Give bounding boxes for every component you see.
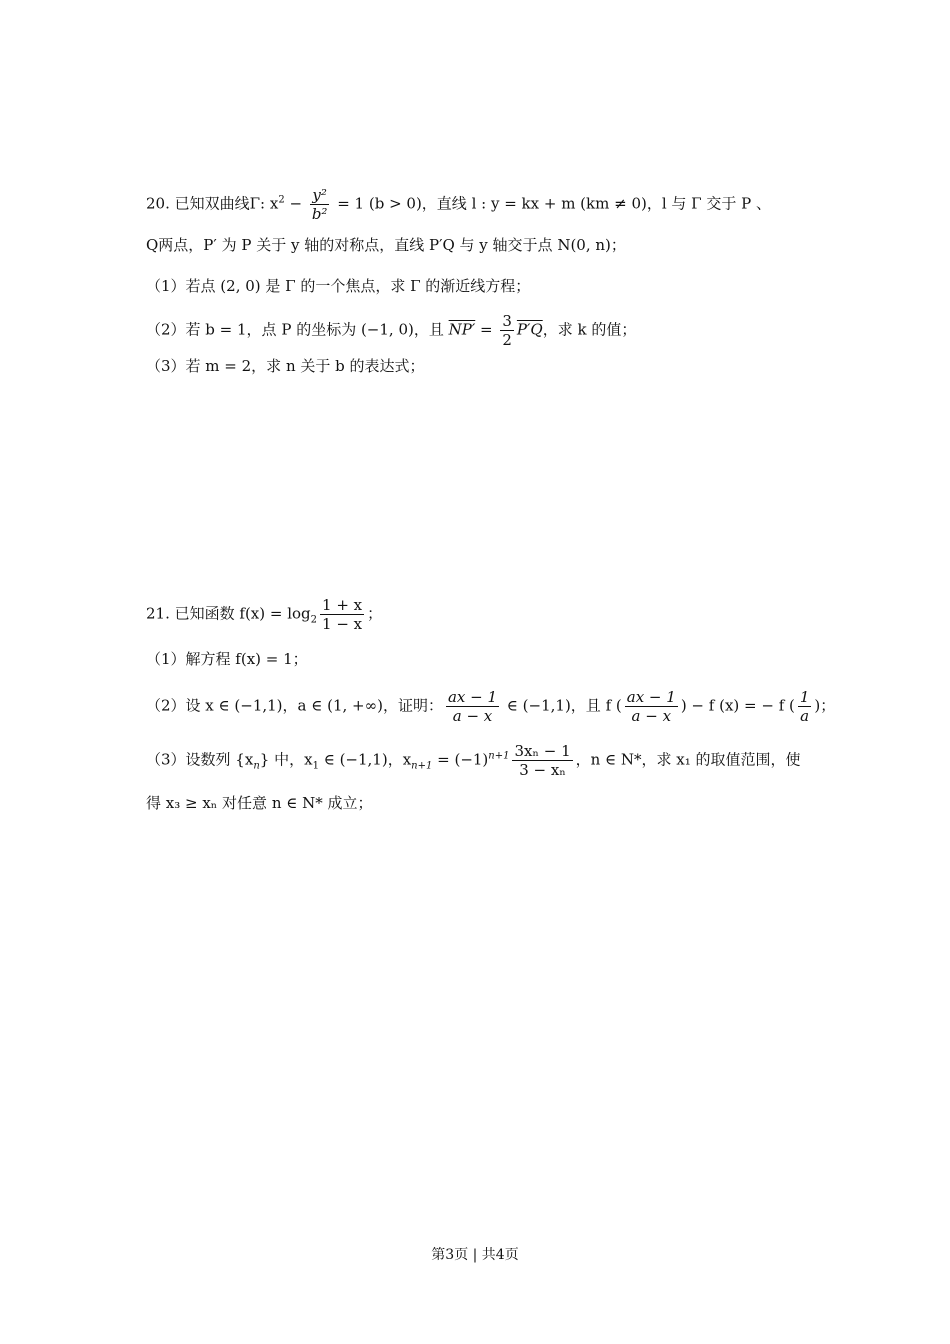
q21-part2-frac1-num: ax − 1	[447, 688, 498, 706]
q20-stem-part-a: 20. 已知双曲线Γ: x	[146, 194, 279, 213]
q21-sub-n-plus-1: n+1	[411, 760, 433, 772]
q20-part2-fraction	[500, 312, 514, 349]
q20-stem-line1	[146, 186, 830, 223]
q21-part3-e: ，n ∈ N*，求 x₁ 的取值范围，使	[575, 750, 801, 769]
q21-exp-n-plus-1: n+1	[488, 750, 510, 762]
q21-part3-frac-den: 3 − xₙ	[519, 761, 566, 779]
q21-part2-b: ∈ (−1,1)，且 f (	[502, 696, 622, 715]
q21-part2-fraction2	[625, 688, 678, 725]
q20-exp-2: 2	[278, 194, 285, 206]
q21-part2-frac1-den: a − x	[452, 707, 493, 725]
q21-log-base: 2	[310, 614, 318, 626]
q20-vector-pq: P′Q	[516, 320, 543, 339]
q21-fraction	[320, 596, 364, 633]
q20-vector-np: NP′	[448, 320, 476, 339]
q21-part2-frac3-den: a	[800, 707, 810, 725]
q20-part2-frac-den: 2	[502, 331, 512, 349]
q21-part2-fraction3	[798, 688, 812, 725]
q20-stem-part-b: −	[284, 194, 307, 213]
q21-part3-b: } 中，x	[259, 750, 313, 769]
q20-fraction	[310, 186, 330, 223]
q21-part2-a: （2）设 x ∈ (−1,1)，a ∈ (1, +∞)，证明：	[146, 696, 443, 715]
q21-sub-1: 1	[312, 760, 319, 772]
q21-sub-n1: n	[253, 760, 260, 772]
q21-part2-frac2-num: ax − 1	[626, 688, 676, 706]
q20-stem-part-c: = 1 (b > 0)，直线 l : y = kx + m (km ≠ 0)，l 与 Γ 交于 P 、	[332, 194, 771, 213]
q21-part3-frac-num: 3xₙ − 1	[514, 742, 571, 760]
q20-part3: （3）若 m = 2，求 n 关于 b 的表达式；	[146, 357, 425, 375]
q21-part2-c: ) − f (x) = − f (	[680, 696, 795, 715]
q21-stem-b: ；	[367, 604, 383, 623]
q21-part3-line2: 得 x₃ ≥ xₙ 对任意 n ∈ N* 成立；	[146, 794, 373, 812]
page-footer: 第3页 | 共4页	[431, 1247, 519, 1263]
q21-frac-den: 1 − x	[322, 615, 363, 633]
q21-part2-d: )；	[814, 696, 836, 715]
q21-stem	[146, 596, 830, 633]
q21-frac-num: 1 + x	[322, 596, 363, 614]
q20-part1: （1）若点 (2, 0) 是 Γ 的一个焦点，求 Γ 的渐近线方程；	[146, 277, 531, 295]
q21-part2-frac3-num: 1	[799, 688, 810, 706]
q21-part2	[146, 688, 836, 725]
q20-part2-frac-num: 3	[502, 312, 512, 330]
q21-part3	[146, 742, 830, 779]
q21-part3-d: = (−1)	[432, 750, 489, 769]
q21-part2-fraction1	[446, 688, 499, 725]
q20-frac-den: b²	[311, 205, 328, 223]
q20-part2-b: ，求 k 的值；	[542, 320, 637, 339]
q20-part2-a: （2）若 b = 1，点 P 的坐标为 (−1, 0)，且	[146, 320, 449, 339]
q21-part1: （1）解方程 f(x) = 1；	[146, 650, 308, 668]
q21-part3-fraction	[512, 742, 572, 779]
q21-stem-a: 21. 已知函数 f(x) = log	[146, 604, 311, 623]
q20-frac-num: y²	[310, 186, 330, 205]
q21-part3-a: （3）设数列 {x	[146, 750, 254, 769]
q21-part2-frac2-den: a − x	[631, 707, 672, 725]
q20-stem-line2: Q两点，P′ 为 P 关于 y 轴的对称点，直线 P′Q 与 y 轴交于点 N(0, n)；	[146, 236, 626, 254]
q20-part2-eq: =	[475, 320, 498, 339]
q20-part2	[146, 312, 830, 349]
q21-part3-c: ∈ (−1,1)，x	[318, 750, 412, 769]
